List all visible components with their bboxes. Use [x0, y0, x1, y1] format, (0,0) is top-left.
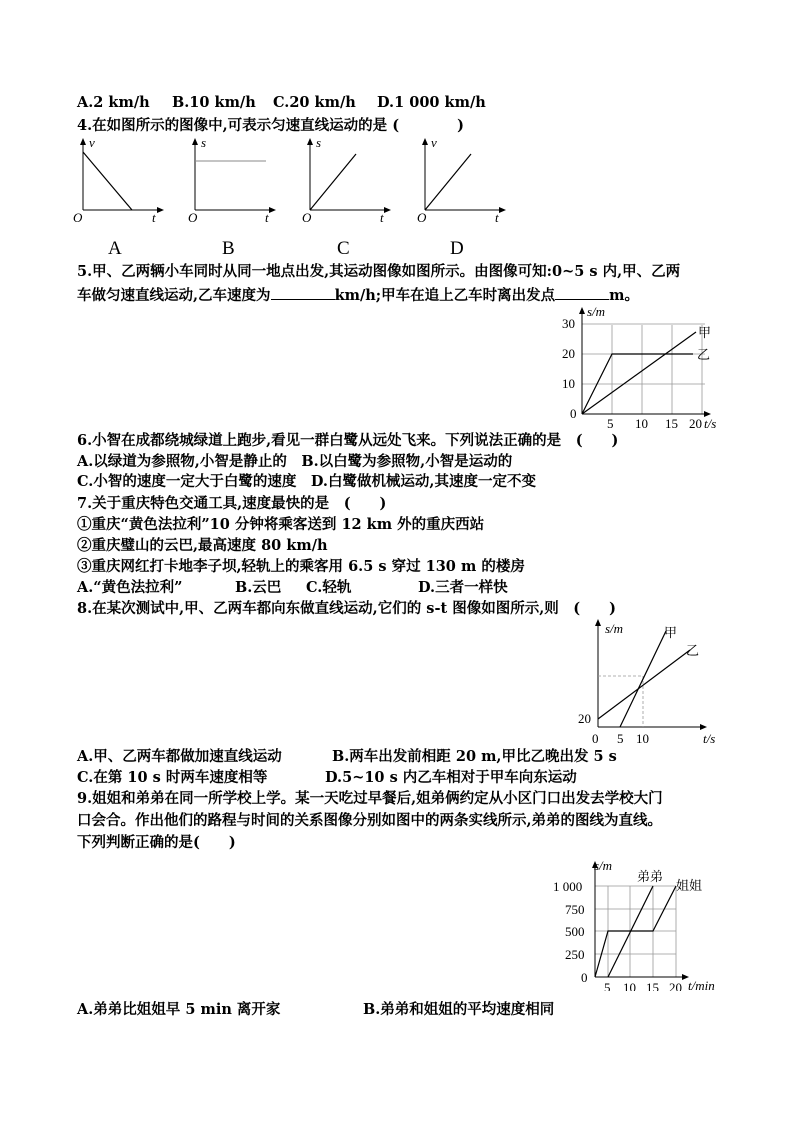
q9-ytick-500: 500: [565, 924, 585, 939]
q6-options-ab: A.以绿道为参照物,小智是静止的 B.以白鹭为参照物,小智是运动的: [77, 453, 513, 470]
q4-graph-a: [73, 135, 164, 259]
q7-stem: [77, 495, 386, 513]
q4-a-letter: A: [108, 238, 122, 259]
q9-ytick-0: 0: [581, 970, 588, 985]
q5-series-jia-label: 甲: [698, 325, 712, 340]
q8-stem: [77, 600, 616, 618]
q8-chart: [575, 617, 735, 749]
q8-option-a: A.甲、乙两车都做加速直线运动: [77, 748, 282, 765]
q5-line2-c: m。: [609, 287, 639, 304]
q8-series-jia-label: 甲: [664, 625, 678, 640]
q7-answer-paren: ( ): [343, 495, 387, 512]
q9-xtick-10: 10: [623, 980, 636, 991]
q4-b-origin: O: [188, 210, 198, 225]
q5-line2-a: 车做匀速直线运动,乙车速度为: [77, 287, 271, 304]
q7-item3: ③重庆网红打卡地李子坝,轻轨上的乘客用 6.5 s 穿过 130 m 的楼房: [77, 558, 525, 575]
q9-ytick-750: 750: [565, 902, 585, 917]
q4-d-letter: D: [450, 238, 464, 259]
q4-graphs: [0, 132, 794, 282]
q4-b-letter: B: [222, 238, 235, 259]
q5-xtick-5: 5: [607, 416, 614, 430]
q7-stem-text: 7.关于重庆特色交通工具,速度最快的是: [77, 495, 330, 512]
q4-d-xlabel: t: [495, 210, 499, 225]
q9-xtick-5: 5: [604, 980, 611, 991]
q5-ytick-10: 10: [562, 376, 575, 391]
q4-a-origin: O: [73, 210, 83, 225]
q3-option-c: C.20 km/h: [273, 94, 356, 111]
q5-line2-b: km/h;甲车在追上乙车时离出发点: [334, 287, 556, 304]
q4-c-origin: O: [302, 210, 312, 225]
q3-option-d: D.1 000 km/h: [377, 94, 486, 111]
q4-graph-d: [417, 135, 506, 259]
q4-a-ylabel: v: [89, 135, 95, 150]
q8-stem-text: 8.在某次测试中,甲、乙两车都向东做直线运动,它们的 s-t 图像如图所示,则: [77, 600, 559, 617]
q7-option-d: D.三者一样快: [418, 579, 508, 596]
q6-options-cd: C.小智的速度一定大于白鹭的速度 D.白鹭做机械运动,其速度一定不变: [77, 473, 536, 490]
q5-blank-distance: [555, 285, 609, 300]
q5-xtick-10: 10: [635, 416, 648, 430]
q5-xtick-15: 15: [665, 416, 678, 430]
q7-item1: ①重庆“黄色法拉利”10 分钟将乘客送到 12 km 外的重庆西站: [77, 516, 485, 533]
q4-b-ylabel: s: [201, 135, 207, 150]
q8-ylabel: s/m: [605, 621, 624, 636]
q9-option-a: A.弟弟比姐姐早 5 min 离开家: [77, 1001, 281, 1018]
q6-stem-text: 6.小智在成都绕城绿道上跑步,看见一群白鹭从远处飞来。下列说法正确的是: [77, 432, 562, 449]
q5-ytick-30: 30: [562, 316, 575, 331]
q9-option-b: B.弟弟和姐姐的平均速度相同: [363, 1001, 555, 1018]
q9-series-didi-label: 弟弟: [637, 869, 664, 884]
q8-xtick-5: 5: [617, 731, 624, 746]
q8-origin: 0: [592, 731, 599, 746]
q9-line1: 9.姐姐和弟弟在同一所学校上学。某一天吃过早餐后,姐弟俩约定从小区门口出发去学校大门: [77, 790, 663, 807]
q6-answer-paren: ( ): [575, 432, 619, 449]
q4-c-letter: C: [337, 238, 350, 259]
q5-xlabel: t/s: [704, 416, 717, 430]
q9-chart: [548, 856, 738, 991]
q8-series-yi: [598, 650, 690, 719]
q4-a-xlabel: t: [152, 210, 156, 225]
q5-blank-speed: [271, 285, 335, 300]
q9-series-jiejie-label: 姐姐: [676, 878, 703, 893]
q8-option-b: B.两车出发前相距 20 m,甲比乙晚出发 5 s: [332, 748, 617, 765]
q4-d-origin: O: [417, 210, 427, 225]
q4-c-ylabel: s: [316, 135, 322, 150]
q9-series-jiejie: [595, 886, 676, 977]
q9-ytick-250: 250: [565, 947, 585, 962]
q5-line1: 5.甲、乙两辆小车同时从同一地点出发,其运动图像如图所示。由图像可知:0~5 s 内,甲、乙两: [77, 263, 681, 280]
q8-option-d: D.5~10 s 内乙车相对于甲车向东运动: [325, 769, 577, 786]
q5-ytick-0: 0: [570, 406, 577, 421]
q9-ylabel: s/m: [594, 858, 613, 873]
q7-option-b: B.云巴: [235, 579, 282, 596]
q4-d-ylabel: v: [431, 135, 437, 150]
q7-option-a: A.“黄色法拉利”: [77, 579, 183, 596]
q8-xtick-10: 10: [636, 731, 649, 746]
q5-series-jia: [582, 332, 696, 414]
q3-option-b: B.10 km/h: [172, 94, 256, 111]
q8-answer-paren: ( ): [573, 600, 616, 617]
q8-series-yi-label: 乙: [686, 643, 700, 658]
q6-stem: [77, 432, 618, 450]
q7-option-c: C.轻轨: [306, 579, 352, 596]
q9-xtick-15: 15: [646, 980, 659, 991]
q8-xlabel: t/s: [703, 731, 716, 746]
q3-option-a: A.2 km/h: [77, 94, 150, 111]
q4-b-xlabel: t: [265, 210, 269, 225]
q4-answer-paren: ( ): [392, 117, 464, 134]
q4-c-xlabel: t: [380, 210, 384, 225]
q5-ylabel: s/m: [587, 305, 606, 319]
q4-graph-c: [302, 135, 391, 259]
q5-ytick-20: 20: [562, 346, 575, 361]
q5-xtick-20: 20: [689, 416, 702, 430]
q9-line3: 下列判断正确的是( ): [77, 834, 236, 851]
q4-stem-text: 4.在如图所示的图像中,可表示匀速直线运动的是: [77, 117, 388, 134]
q9-ytick-1000: 1 000: [553, 879, 583, 894]
q7-item2: ②重庆璧山的云巴,最高速度 80 km/h: [77, 537, 328, 554]
q8-option-c: C.在第 10 s 时两车速度相等: [77, 769, 268, 786]
q5-line2: [77, 285, 639, 305]
q8-ytick-20: 20: [578, 711, 591, 726]
q9-line2: 口会合。作出他们的路程与时间的关系图像分别如图中的两条实线所示,弟弟的图线为直线。: [77, 812, 663, 829]
q9-xtick-20: 20: [669, 980, 682, 991]
q5-chart: [555, 305, 735, 430]
q5-series-yi-label: 乙: [697, 347, 711, 362]
q9-xlabel: t/min: [688, 978, 715, 991]
q4-graph-b: [188, 135, 276, 259]
